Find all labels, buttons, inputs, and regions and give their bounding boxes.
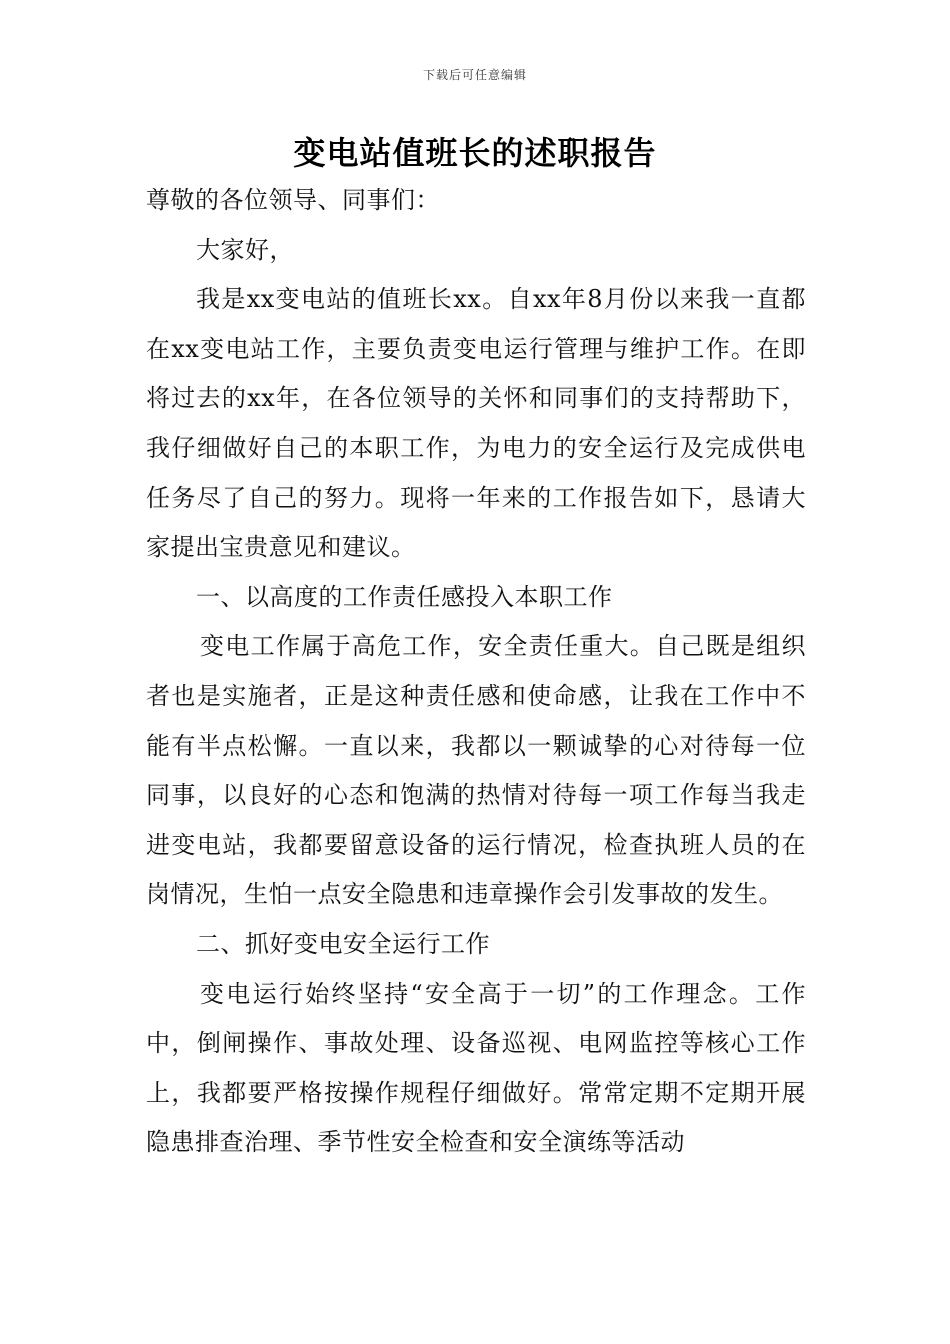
greeting: 大家好， [196, 235, 294, 264]
intro-paragraph: 我是xx变电站的值班长xx。自xx年8月份以来我一直都在xx变电站工作，主要负责变电运行管理与维护工作。在即将过去的xx年，在各位领导的关怀和同事们的支持帮助下，我仔细做好自己的本职工作，为电力的安全运行及完成供电任务尽了自己的努力。现将一年来的工作报告如下，恳请大家提出宝贵意见和建议。 [146, 285, 806, 562]
document-title: 变电站值班长的述职报告 [293, 134, 657, 172]
section-heading-2: 二、抓好变电安全运行工作 [196, 929, 490, 958]
section-2-paragraph: 变电运行始终坚持“安全高于一切”的工作理念。工作中，倒闸操作、事故处理、设备巡视、电网监控等核心工作上，我都要严格按操作规程仔细做好。常常定期不定期开展隐患排查治理、季节性安全检查和安全演练等活动 [146, 979, 806, 1157]
header-note: 下载后可任意编辑 [422, 68, 527, 82]
section-heading-1: 一、以高度的工作责任感投入本职工作 [196, 582, 613, 611]
salutation: 尊敬的各位领导、同事们： [146, 186, 440, 214]
document-body [146, 176, 806, 1168]
section-1-paragraph: 变电工作属于高危工作，安全责任重大。自己既是组织者也是实施者，正是这种责任感和使命感，让我在工作中不能有半点松懈。一直以来，我都以一颗诚挚的心对待每一位同事，以良好的心态和饱满的热情对待每一项工作每当我走进变电站，我都要留意设备的运行情况，检查执班人员的在岗情况，生怕一点安全隐患和违章操作会引发事故的发生。 [146, 632, 806, 909]
